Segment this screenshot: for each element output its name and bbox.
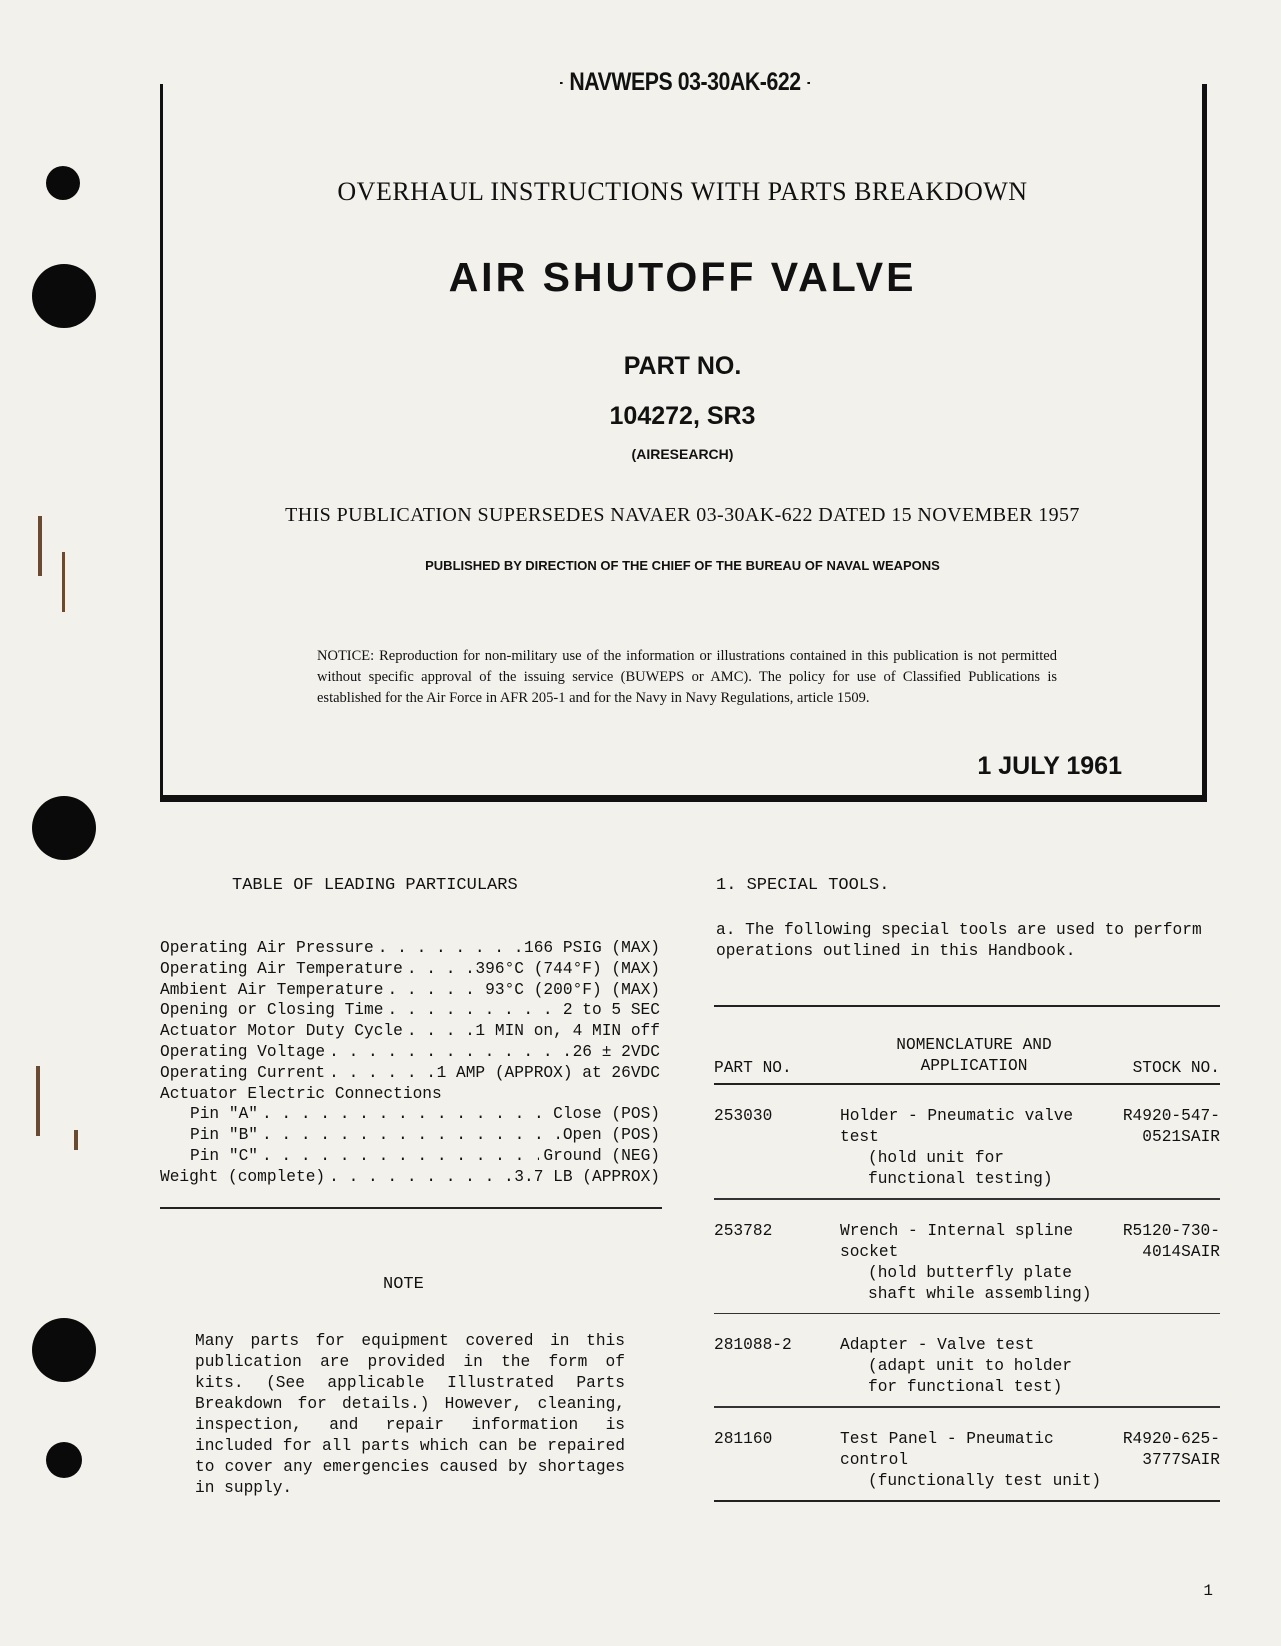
cover-supertitle: OVERHAUL INSTRUCTIONS WITH PARTS BREAKDOWN [337, 177, 1028, 206]
particular-row: Pin "A" . . . Close (POS) [160, 1104, 660, 1125]
particular-row: Weight (complete) . . . 3.7 LB (APPROX) [160, 1167, 660, 1188]
column-header-stock-no: STOCK NO. [1132, 1059, 1220, 1077]
table-row: 281160 Test Panel - Pneumatic control (functionally test unit) R4920-625- 3777SAIR [714, 1429, 1220, 1490]
table-header [714, 1007, 1220, 1083]
special-tools-title: 1. SPECIAL TOOLS. [716, 876, 890, 895]
particular-row: Opening or Closing Time . . . 2 to 5 SEC [160, 1000, 660, 1021]
divider [714, 1500, 1220, 1502]
note-body: Many parts for equipment covered in this publication are provided in the form of kits. (See applicable Illustrated Parts Breakdown for details.) However, cleaning, inspection, and repair information is included for all parts which can be repaired to cover any emergencies caused by shortages in supply. [195, 1332, 625, 1497]
binder-tear-mark [74, 1130, 78, 1150]
binder-hole [32, 264, 96, 328]
binder-tear-mark [38, 516, 42, 576]
leading-particulars-table [160, 938, 660, 1188]
page-number: 1 [1203, 1582, 1213, 1600]
published-by: PUBLISHED BY DIRECTION OF THE CHIEF OF THE BUREAU OF NAVAL WEAPONS [425, 558, 940, 573]
particular-row: Actuator Motor Duty Cycle . . . 1 MIN on, 4 MIN off [160, 1021, 660, 1042]
table-row: 281088-2 Adapter - Valve test (adapt unit to holder for functional test) [714, 1336, 1072, 1396]
leading-particulars-title: TABLE OF LEADING PARTICULARS [232, 876, 518, 895]
binder-hole [46, 1442, 82, 1478]
divider [160, 1207, 662, 1209]
particular-row: Actuator Electric Connections [160, 1084, 442, 1103]
binder-tear-mark [36, 1066, 40, 1136]
part-number: 104272, SR3 [609, 402, 756, 430]
column-header-nomenclature: NOMENCLATURE AND APPLICATION [896, 1036, 1052, 1075]
publication-date: 1 JULY 1961 [977, 752, 1122, 780]
binder-tear-mark [62, 552, 65, 612]
table-row: 253030 Holder - Pneumatic valve test (hold unit for functional testing) R4920-547- 0521SAIR [714, 1107, 1220, 1188]
special-tools-table [714, 1005, 1220, 1502]
supersedes-statement: THIS PUBLICATION SUPERSEDES NAVAER 03-30AK-622 DATED 15 NOVEMBER 1957 [285, 504, 1080, 526]
particular-row: Operating Voltage . . . 26 ± 2VDC [160, 1042, 660, 1063]
product-title: AIR SHUTOFF VALVE [448, 254, 917, 300]
particular-row: Operating Current . . . 1 AMP (APPROX) at 26VDC [160, 1063, 660, 1084]
note-title: NOTE [383, 1275, 424, 1294]
particular-row: Pin "B" . . . Open (POS) [160, 1125, 660, 1146]
particular-row: Operating Air Temperature . . . 396°C (744°F) (MAX) [160, 959, 660, 980]
particular-row: Ambient Air Temperature . . . 93°C (200°F) (MAX) [160, 980, 660, 1001]
column-header-part-no: PART NO. [714, 1059, 792, 1077]
doc-number: NAVWEPS 03-30AK-622 [563, 68, 808, 96]
binder-hole [46, 166, 80, 200]
reproduction-notice: NOTICE: Reproduction for non-military use of the information or illustrations contained in this publication is not permitted without specific approval of the issuing service (BUWEPS or AMC). The policy for use of Classified Publications is established for the Air Force in AFR 205-1 and for the Navy in Navy Regulations, article 1509. [317, 648, 1057, 706]
table-row: 253782 Wrench - Internal spline socket (hold butterfly plate shaft while assembling) R5120-730- 4014SAIR [714, 1221, 1220, 1303]
special-tools-intro: a. The following special tools are used to perform operations outlined in this Handbook. [716, 921, 1202, 960]
particular-row: Operating Air Pressure . . . 166 PSIG (MAX) [160, 938, 660, 959]
binder-hole [32, 1318, 96, 1382]
cover-box [160, 84, 1207, 802]
particular-row: Pin "C" . . . Ground (NEG) [160, 1146, 660, 1167]
part-number-label: PART NO. [623, 352, 742, 380]
manufacturer: (AIRESEARCH) [631, 446, 734, 462]
binder-hole [32, 796, 96, 860]
